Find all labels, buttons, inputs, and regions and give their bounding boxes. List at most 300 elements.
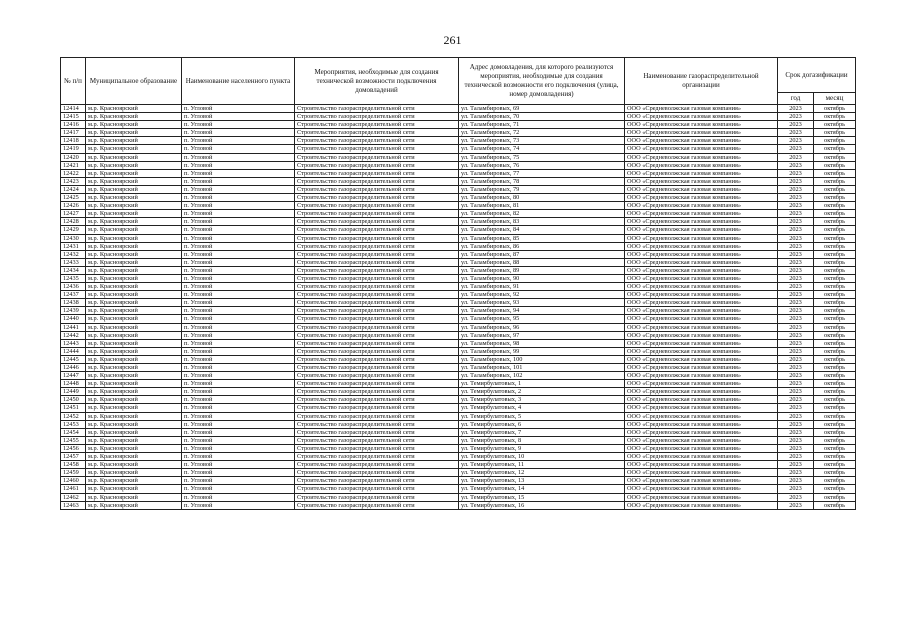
cell-locality: п. Угловой <box>182 404 295 412</box>
cell-month: октябрь <box>814 412 856 420</box>
cell-activity: Строительство газораспределительной сети <box>295 210 459 218</box>
cell-activity: Строительство газораспределительной сети <box>295 121 459 129</box>
cell-locality: п. Угловой <box>182 380 295 388</box>
cell-municipality: м.р. Красноярский <box>86 258 182 266</box>
cell-activity: Строительство газораспределительной сети <box>295 347 459 355</box>
cell-organization: ООО «Средневолжская газовая компания» <box>625 355 778 363</box>
cell-organization: ООО «Средневолжская газовая компания» <box>625 177 778 185</box>
cell-locality: п. Угловой <box>182 428 295 436</box>
cell-address: ул. Темирбулатовых, 4 <box>459 404 625 412</box>
cell-address: ул. Темирбулатовых, 16 <box>459 501 625 509</box>
cell-month: октябрь <box>814 428 856 436</box>
header-term: Срок догазификации <box>778 58 856 93</box>
table-row <box>61 461 856 469</box>
cell-month: октябрь <box>814 436 856 444</box>
cell-organization: ООО «Средневолжская газовая компания» <box>625 420 778 428</box>
cell-year: 2023 <box>778 396 814 404</box>
cell-address: ул. Таламбировых, 96 <box>459 323 625 331</box>
cell-address: ул. Таламбировых, 82 <box>459 210 625 218</box>
cell-year: 2023 <box>778 436 814 444</box>
header-organization: Наименование газораспределительной организации <box>625 58 778 105</box>
cell-year: 2023 <box>778 113 814 121</box>
cell-locality: п. Угловой <box>182 210 295 218</box>
cell-municipality: м.р. Красноярский <box>86 274 182 282</box>
cell-num: 12448 <box>61 380 86 388</box>
cell-month: октябрь <box>814 250 856 258</box>
table-row <box>61 501 856 509</box>
cell-organization: ООО «Средневолжская газовая компания» <box>625 477 778 485</box>
table-row <box>61 129 856 137</box>
cell-num: 12440 <box>61 315 86 323</box>
cell-activity: Строительство газораспределительной сети <box>295 331 459 339</box>
cell-year: 2023 <box>778 469 814 477</box>
cell-activity: Строительство газораспределительной сети <box>295 420 459 428</box>
cell-num: 12439 <box>61 307 86 315</box>
cell-locality: п. Угловой <box>182 185 295 193</box>
cell-municipality: м.р. Красноярский <box>86 364 182 372</box>
cell-locality: п. Угловой <box>182 194 295 202</box>
cell-municipality: м.р. Красноярский <box>86 177 182 185</box>
cell-activity: Строительство газораспределительной сети <box>295 226 459 234</box>
cell-year: 2023 <box>778 283 814 291</box>
cell-locality: п. Угловой <box>182 258 295 266</box>
table-row <box>61 266 856 274</box>
cell-municipality: м.р. Красноярский <box>86 388 182 396</box>
cell-month: октябрь <box>814 461 856 469</box>
cell-organization: ООО «Средневолжская газовая компания» <box>625 372 778 380</box>
cell-num: 12461 <box>61 485 86 493</box>
cell-year: 2023 <box>778 339 814 347</box>
cell-month: октябрь <box>814 153 856 161</box>
cell-activity: Строительство газораспределительной сети <box>295 501 459 509</box>
cell-num: 12415 <box>61 113 86 121</box>
cell-locality: п. Угловой <box>182 137 295 145</box>
cell-locality: п. Угловой <box>182 485 295 493</box>
cell-address: ул. Таламбировых, 99 <box>459 347 625 355</box>
table-row <box>61 113 856 121</box>
header-month: месяц <box>814 93 856 105</box>
table-row <box>61 145 856 153</box>
cell-month: октябрь <box>814 194 856 202</box>
cell-month: октябрь <box>814 299 856 307</box>
cell-locality: п. Угловой <box>182 177 295 185</box>
cell-activity: Строительство газораспределительной сети <box>295 477 459 485</box>
cell-num: 12444 <box>61 347 86 355</box>
table-row <box>61 153 856 161</box>
table-row <box>61 218 856 226</box>
header-municipality: Муниципальное образование <box>86 58 182 105</box>
cell-month: октябрь <box>814 372 856 380</box>
cell-year: 2023 <box>778 420 814 428</box>
cell-activity: Строительство газораспределительной сети <box>295 153 459 161</box>
cell-num: 12442 <box>61 331 86 339</box>
cell-municipality: м.р. Красноярский <box>86 129 182 137</box>
cell-organization: ООО «Средневолжская газовая компания» <box>625 161 778 169</box>
cell-month: октябрь <box>814 161 856 169</box>
cell-municipality: м.р. Красноярский <box>86 412 182 420</box>
cell-activity: Строительство газораспределительной сети <box>295 412 459 420</box>
cell-locality: п. Угловой <box>182 372 295 380</box>
cell-municipality: м.р. Красноярский <box>86 323 182 331</box>
table-row <box>61 388 856 396</box>
table-row <box>61 185 856 193</box>
cell-address: ул. Таламбировых, 81 <box>459 202 625 210</box>
cell-year: 2023 <box>778 291 814 299</box>
cell-activity: Строительство газораспределительной сети <box>295 194 459 202</box>
cell-year: 2023 <box>778 161 814 169</box>
table-row <box>61 169 856 177</box>
cell-address: ул. Таламбировых, 98 <box>459 339 625 347</box>
cell-activity: Строительство газораспределительной сети <box>295 266 459 274</box>
cell-month: октябрь <box>814 169 856 177</box>
cell-municipality: м.р. Красноярский <box>86 185 182 193</box>
table-row <box>61 420 856 428</box>
cell-organization: ООО «Средневолжская газовая компания» <box>625 412 778 420</box>
cell-month: октябрь <box>814 477 856 485</box>
cell-month: октябрь <box>814 501 856 509</box>
cell-year: 2023 <box>778 258 814 266</box>
header-locality: Наименование населенного пункта <box>182 58 295 105</box>
cell-month: октябрь <box>814 469 856 477</box>
table-row <box>61 347 856 355</box>
cell-organization: ООО «Средневолжская газовая компания» <box>625 194 778 202</box>
cell-locality: п. Угловой <box>182 307 295 315</box>
cell-month: октябрь <box>814 339 856 347</box>
cell-month: октябрь <box>814 202 856 210</box>
table-row <box>61 307 856 315</box>
cell-municipality: м.р. Красноярский <box>86 266 182 274</box>
cell-municipality: м.р. Красноярский <box>86 436 182 444</box>
cell-organization: ООО «Средневолжская газовая компания» <box>625 121 778 129</box>
cell-municipality: м.р. Красноярский <box>86 420 182 428</box>
cell-municipality: м.р. Красноярский <box>86 121 182 129</box>
cell-num: 12437 <box>61 291 86 299</box>
cell-month: октябрь <box>814 145 856 153</box>
table-row <box>61 453 856 461</box>
cell-activity: Строительство газораспределительной сети <box>295 323 459 331</box>
cell-month: октябрь <box>814 234 856 242</box>
cell-locality: п. Угловой <box>182 339 295 347</box>
cell-activity: Строительство газораспределительной сети <box>295 355 459 363</box>
cell-activity: Строительство газораспределительной сети <box>295 339 459 347</box>
cell-activity: Строительство газораспределительной сети <box>295 258 459 266</box>
cell-activity: Строительство газораспределительной сети <box>295 291 459 299</box>
cell-municipality: м.р. Красноярский <box>86 250 182 258</box>
cell-organization: ООО «Средневолжская газовая компания» <box>625 323 778 331</box>
cell-month: октябрь <box>814 453 856 461</box>
cell-num: 12460 <box>61 477 86 485</box>
cell-organization: ООО «Средневолжская газовая компания» <box>625 501 778 509</box>
cell-activity: Строительство газораспределительной сети <box>295 388 459 396</box>
table-row <box>61 412 856 420</box>
cell-municipality: м.р. Красноярский <box>86 372 182 380</box>
cell-address: ул. Таламбировых, 100 <box>459 355 625 363</box>
table-row <box>61 396 856 404</box>
cell-num: 12447 <box>61 372 86 380</box>
cell-month: октябрь <box>814 177 856 185</box>
cell-organization: ООО «Средневолжская газовая компания» <box>625 404 778 412</box>
gasification-table <box>60 57 856 510</box>
cell-address: ул. Таламбировых, 76 <box>459 161 625 169</box>
cell-address: ул. Таламбировых, 86 <box>459 242 625 250</box>
cell-municipality: м.р. Красноярский <box>86 428 182 436</box>
cell-organization: ООО «Средневолжская газовая компания» <box>625 388 778 396</box>
cell-num: 12435 <box>61 274 86 282</box>
cell-municipality: м.р. Красноярский <box>86 453 182 461</box>
header-num: № п/п <box>61 58 86 105</box>
cell-month: октябрь <box>814 226 856 234</box>
table-row <box>61 477 856 485</box>
cell-municipality: м.р. Красноярский <box>86 283 182 291</box>
cell-organization: ООО «Средневолжская газовая компания» <box>625 226 778 234</box>
cell-address: ул. Таламбировых, 73 <box>459 137 625 145</box>
cell-month: октябрь <box>814 210 856 218</box>
cell-municipality: м.р. Красноярский <box>86 339 182 347</box>
cell-num: 12421 <box>61 161 86 169</box>
cell-locality: п. Угловой <box>182 299 295 307</box>
cell-municipality: м.р. Красноярский <box>86 194 182 202</box>
cell-municipality: м.р. Красноярский <box>86 153 182 161</box>
cell-address: ул. Таламбировых, 91 <box>459 283 625 291</box>
cell-municipality: м.р. Красноярский <box>86 161 182 169</box>
cell-month: октябрь <box>814 274 856 282</box>
cell-address: ул. Таламбировых, 88 <box>459 258 625 266</box>
cell-municipality: м.р. Красноярский <box>86 331 182 339</box>
cell-num: 12426 <box>61 202 86 210</box>
cell-address: ул. Темирбулатовых, 11 <box>459 461 625 469</box>
cell-month: октябрь <box>814 444 856 452</box>
cell-locality: п. Угловой <box>182 202 295 210</box>
cell-year: 2023 <box>778 323 814 331</box>
cell-locality: п. Угловой <box>182 469 295 477</box>
cell-year: 2023 <box>778 355 814 363</box>
cell-month: октябрь <box>814 105 856 113</box>
cell-num: 12456 <box>61 444 86 452</box>
cell-municipality: м.р. Красноярский <box>86 226 182 234</box>
cell-locality: п. Угловой <box>182 226 295 234</box>
cell-year: 2023 <box>778 153 814 161</box>
cell-municipality: м.р. Красноярский <box>86 307 182 315</box>
cell-organization: ООО «Средневолжская газовая компания» <box>625 234 778 242</box>
cell-activity: Строительство газораспределительной сети <box>295 161 459 169</box>
table-row <box>61 177 856 185</box>
table-row <box>61 194 856 202</box>
cell-municipality: м.р. Красноярский <box>86 493 182 501</box>
cell-municipality: м.р. Красноярский <box>86 242 182 250</box>
cell-locality: п. Угловой <box>182 364 295 372</box>
cell-municipality: м.р. Красноярский <box>86 145 182 153</box>
cell-num: 12458 <box>61 461 86 469</box>
cell-activity: Строительство газораспределительной сети <box>295 315 459 323</box>
table-row <box>61 202 856 210</box>
cell-municipality: м.р. Красноярский <box>86 355 182 363</box>
cell-locality: п. Угловой <box>182 266 295 274</box>
cell-year: 2023 <box>778 331 814 339</box>
cell-address: ул. Таламбировых, 90 <box>459 274 625 282</box>
cell-month: октябрь <box>814 404 856 412</box>
cell-year: 2023 <box>778 218 814 226</box>
cell-organization: ООО «Средневолжская газовая компания» <box>625 113 778 121</box>
cell-locality: п. Угловой <box>182 453 295 461</box>
cell-address: ул. Темирбулатовых, 3 <box>459 396 625 404</box>
table-row <box>61 428 856 436</box>
cell-year: 2023 <box>778 307 814 315</box>
table-row <box>61 226 856 234</box>
cell-organization: ООО «Средневолжская газовая компания» <box>625 283 778 291</box>
cell-activity: Строительство газораспределительной сети <box>295 307 459 315</box>
cell-address: ул. Таламбировых, 80 <box>459 194 625 202</box>
cell-year: 2023 <box>778 444 814 452</box>
table-row <box>61 291 856 299</box>
cell-organization: ООО «Средневолжская газовая компания» <box>625 307 778 315</box>
cell-activity: Строительство газораспределительной сети <box>295 469 459 477</box>
cell-municipality: м.р. Красноярский <box>86 469 182 477</box>
cell-locality: п. Угловой <box>182 323 295 331</box>
table-row <box>61 299 856 307</box>
cell-year: 2023 <box>778 493 814 501</box>
cell-locality: п. Угловой <box>182 412 295 420</box>
cell-organization: ООО «Средневолжская газовая компания» <box>625 364 778 372</box>
cell-activity: Строительство газораспределительной сети <box>295 372 459 380</box>
cell-municipality: м.р. Красноярский <box>86 113 182 121</box>
cell-municipality: м.р. Красноярский <box>86 501 182 509</box>
cell-year: 2023 <box>778 202 814 210</box>
cell-municipality: м.р. Красноярский <box>86 202 182 210</box>
page-number: 261 <box>443 33 462 47</box>
cell-address: ул. Темирбулатовых, 7 <box>459 428 625 436</box>
cell-municipality: м.р. Красноярский <box>86 347 182 355</box>
cell-organization: ООО «Средневолжская газовая компания» <box>625 274 778 282</box>
cell-address: ул. Темирбулатовых, 6 <box>459 420 625 428</box>
cell-num: 12438 <box>61 299 86 307</box>
cell-locality: п. Угловой <box>182 250 295 258</box>
cell-year: 2023 <box>778 129 814 137</box>
cell-year: 2023 <box>778 372 814 380</box>
cell-num: 12425 <box>61 194 86 202</box>
cell-organization: ООО «Средневолжская газовая компания» <box>625 380 778 388</box>
cell-month: октябрь <box>814 355 856 363</box>
cell-locality: п. Угловой <box>182 493 295 501</box>
table-row <box>61 283 856 291</box>
cell-num: 12422 <box>61 169 86 177</box>
cell-num: 12433 <box>61 258 86 266</box>
cell-num: 12432 <box>61 250 86 258</box>
cell-address: ул. Темирбулатовых, 10 <box>459 453 625 461</box>
cell-year: 2023 <box>778 364 814 372</box>
cell-municipality: м.р. Красноярский <box>86 210 182 218</box>
cell-address: ул. Таламбировых, 101 <box>459 364 625 372</box>
cell-year: 2023 <box>778 169 814 177</box>
cell-activity: Строительство газораспределительной сети <box>295 299 459 307</box>
cell-address: ул. Таламбировых, 94 <box>459 307 625 315</box>
cell-activity: Строительство газораспределительной сети <box>295 444 459 452</box>
cell-activity: Строительство газораспределительной сети <box>295 493 459 501</box>
cell-num: 12452 <box>61 412 86 420</box>
cell-year: 2023 <box>778 501 814 509</box>
cell-num: 12449 <box>61 388 86 396</box>
cell-municipality: м.р. Красноярский <box>86 137 182 145</box>
cell-month: октябрь <box>814 493 856 501</box>
cell-locality: п. Угловой <box>182 436 295 444</box>
cell-address: ул. Таламбировых, 83 <box>459 218 625 226</box>
cell-organization: ООО «Средневолжская газовая компания» <box>625 242 778 250</box>
cell-activity: Строительство газораспределительной сети <box>295 428 459 436</box>
table-row <box>61 493 856 501</box>
cell-address: ул. Таламбировых, 89 <box>459 266 625 274</box>
cell-address: ул. Темирбулатовых, 1 <box>459 380 625 388</box>
cell-locality: п. Угловой <box>182 291 295 299</box>
header-activity: Мероприятия, необходимые для создания технической возможности подключения домовладений <box>295 58 459 105</box>
cell-month: октябрь <box>814 364 856 372</box>
cell-address: ул. Таламбировых, 70 <box>459 113 625 121</box>
table-row <box>61 121 856 129</box>
cell-month: октябрь <box>814 485 856 493</box>
cell-month: октябрь <box>814 347 856 355</box>
cell-organization: ООО «Средневолжская газовая компания» <box>625 315 778 323</box>
cell-organization: ООО «Средневолжская газовая компания» <box>625 137 778 145</box>
table-row <box>61 137 856 145</box>
cell-num: 12434 <box>61 266 86 274</box>
cell-organization: ООО «Средневолжская газовая компания» <box>625 428 778 436</box>
cell-year: 2023 <box>778 226 814 234</box>
cell-month: октябрь <box>814 388 856 396</box>
cell-organization: ООО «Средневолжская газовая компания» <box>625 493 778 501</box>
cell-year: 2023 <box>778 380 814 388</box>
cell-address: ул. Таламбировых, 72 <box>459 129 625 137</box>
cell-organization: ООО «Средневолжская газовая компания» <box>625 185 778 193</box>
cell-organization: ООО «Средневолжская газовая компания» <box>625 210 778 218</box>
cell-activity: Строительство газораспределительной сети <box>295 185 459 193</box>
cell-activity: Строительство газораспределительной сети <box>295 113 459 121</box>
cell-organization: ООО «Средневолжская газовая компания» <box>625 444 778 452</box>
cell-activity: Строительство газораспределительной сети <box>295 396 459 404</box>
cell-activity: Строительство газораспределительной сети <box>295 461 459 469</box>
cell-activity: Строительство газораспределительной сети <box>295 202 459 210</box>
cell-organization: ООО «Средневолжская газовая компания» <box>625 347 778 355</box>
cell-activity: Строительство газораспределительной сети <box>295 242 459 250</box>
table-row <box>61 364 856 372</box>
table-row <box>61 161 856 169</box>
cell-locality: п. Угловой <box>182 444 295 452</box>
table-body <box>61 105 856 510</box>
cell-municipality: м.р. Красноярский <box>86 380 182 388</box>
cell-address: ул. Темирбулатовых, 12 <box>459 469 625 477</box>
cell-locality: п. Угловой <box>182 129 295 137</box>
cell-municipality: м.р. Красноярский <box>86 169 182 177</box>
cell-organization: ООО «Средневолжская газовая компания» <box>625 145 778 153</box>
cell-num: 12423 <box>61 177 86 185</box>
table-row <box>61 404 856 412</box>
cell-activity: Строительство газораспределительной сети <box>295 380 459 388</box>
cell-num: 12430 <box>61 234 86 242</box>
cell-address: ул. Темирбулатовых, 15 <box>459 493 625 501</box>
cell-num: 12429 <box>61 226 86 234</box>
table-row <box>61 331 856 339</box>
cell-activity: Строительство газораспределительной сети <box>295 234 459 242</box>
cell-num: 12416 <box>61 121 86 129</box>
cell-num: 12459 <box>61 469 86 477</box>
cell-locality: п. Угловой <box>182 355 295 363</box>
cell-num: 12424 <box>61 185 86 193</box>
cell-month: октябрь <box>814 420 856 428</box>
cell-organization: ООО «Средневолжская газовая компания» <box>625 169 778 177</box>
cell-month: октябрь <box>814 315 856 323</box>
cell-organization: ООО «Средневолжская газовая компания» <box>625 453 778 461</box>
cell-locality: п. Угловой <box>182 242 295 250</box>
cell-municipality: м.р. Красноярский <box>86 477 182 485</box>
cell-address: ул. Темирбулатовых, 14 <box>459 485 625 493</box>
cell-activity: Строительство газораспределительной сети <box>295 485 459 493</box>
